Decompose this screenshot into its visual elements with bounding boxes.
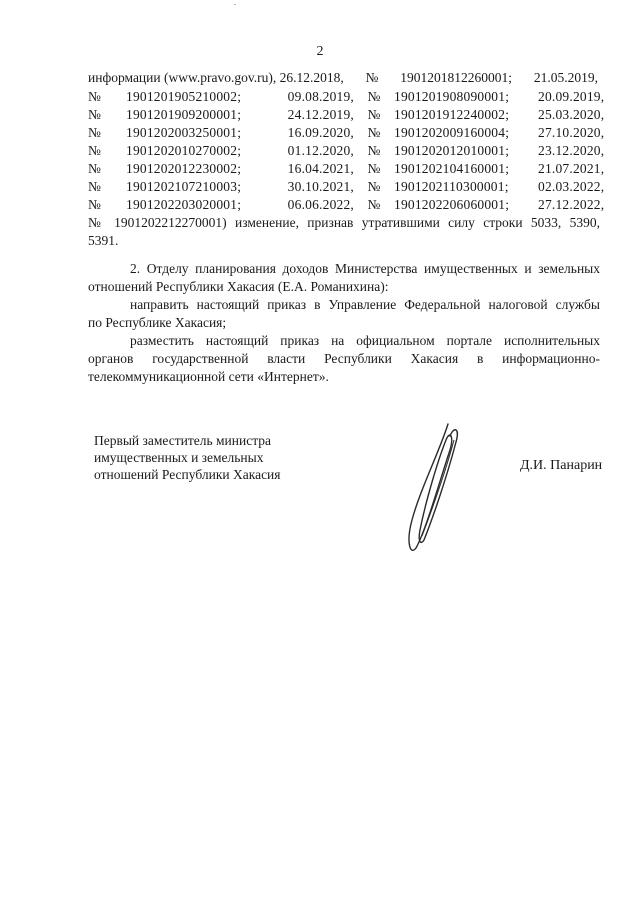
reg-number: 1901201908090001; [394, 89, 510, 104]
grid-row [88, 160, 605, 178]
reg-number: 1901202003250001; [126, 125, 242, 140]
reg-date: 09.08.2019, [287, 89, 354, 104]
lead-num: 1901201812260001; [400, 70, 513, 85]
reg-number: 1901202010270002; [126, 143, 242, 158]
reg-date: 16.09.2020, [287, 125, 354, 140]
num-sign: № [88, 125, 102, 140]
num-sign: № [88, 197, 102, 212]
reg-number: 1901202107210003; [126, 179, 242, 194]
lead-num-sign: № [365, 70, 379, 85]
scan-mark [234, 4, 236, 5]
reg-number: 1901202009160004; [394, 125, 510, 140]
reg-date: 23.12.2020, [538, 143, 605, 158]
tail-line-1: № 1901202212270001) изменение, признав утратившими силу строки 5033, 5390, [88, 215, 600, 230]
reg-date: 25.03.2020, [538, 107, 605, 122]
signer-title [94, 432, 334, 483]
page-number: 2 [316, 44, 324, 59]
reg-number: 1901201909200001; [126, 107, 242, 122]
num-sign: № [367, 161, 381, 176]
reg-date: 20.09.2019, [538, 89, 605, 104]
reg-date: 27.10.2020, [538, 125, 605, 140]
reg-date: 27.12.2022, [538, 197, 605, 212]
reg-date: 01.12.2020, [287, 143, 354, 158]
lead-text: информации (www.pravo.gov.ru), 26.12.2018, [88, 70, 344, 85]
reg-date: 21.07.2021, [538, 161, 605, 176]
reg-number: 1901202110300001; [394, 179, 509, 194]
num-sign: № [367, 197, 381, 212]
grid-row [88, 124, 605, 142]
para2-sub1-line1: направить настоящий приказ в Управление Федеральной налоговой службы [130, 297, 600, 312]
num-sign: № [88, 179, 102, 194]
signer-name: Д.И. Панарин [520, 458, 603, 473]
reg-date: 06.06.2022, [287, 197, 354, 212]
signer-title-line: имущественных и земельных [94, 450, 264, 465]
para2-line1: 2. Отделу планирования доходов Министерства имущественных и земельных [130, 261, 600, 276]
num-sign: № [367, 125, 381, 140]
reg-number: 1901202206060001; [394, 197, 510, 212]
num-sign: № [367, 179, 381, 194]
reg-date: 24.12.2019, [287, 107, 354, 122]
reg-date: 02.03.2022, [538, 179, 605, 194]
num-sign: № [88, 143, 102, 158]
grid-row [88, 178, 605, 196]
signer-title-line: Первый заместитель министра [94, 433, 272, 448]
para2-sub2-line2: органов государственной власти Республики Хакасия в информационно- [88, 351, 600, 366]
num-sign: № [367, 89, 381, 104]
reg-number: 1901202104160001; [394, 161, 510, 176]
reg-number: 1901201905210002; [126, 89, 242, 104]
handwritten-signature [390, 420, 490, 560]
para2-sub1-line2: по Республике Хакасия; [88, 315, 227, 330]
num-sign: № [88, 89, 102, 104]
reg-number: 1901201912240002; [394, 107, 510, 122]
num-sign: № [88, 107, 102, 122]
lead-line [88, 70, 598, 86]
num-sign: № [88, 161, 102, 176]
para2-sub2-line1: разместить настоящий приказ на официальном портале исполнительных [130, 333, 600, 348]
reg-number: 1901202012230002; [126, 161, 242, 176]
reg-number: 1901202012010001; [394, 143, 510, 158]
reg-number: 1901202203020001; [126, 197, 242, 212]
grid-row [88, 88, 605, 106]
para2-sub2-line3: телекоммуникационной сети «Интернет». [88, 369, 329, 384]
grid-row [88, 106, 605, 124]
reference-grid [88, 88, 605, 214]
lead-date: 21.05.2019, [533, 70, 598, 85]
num-sign: № [367, 107, 381, 122]
reg-date: 30.10.2021, [287, 179, 354, 194]
reg-date: 16.04.2021, [287, 161, 354, 176]
tail-line-2: 5391. [88, 233, 119, 248]
grid-row [88, 142, 605, 160]
signer-title-line: отношений Республики Хакасия [94, 467, 281, 482]
grid-row [88, 196, 605, 214]
num-sign: № [367, 143, 381, 158]
para2-line2: отношений Республики Хакасия (Е.А. Романихина): [88, 279, 389, 294]
